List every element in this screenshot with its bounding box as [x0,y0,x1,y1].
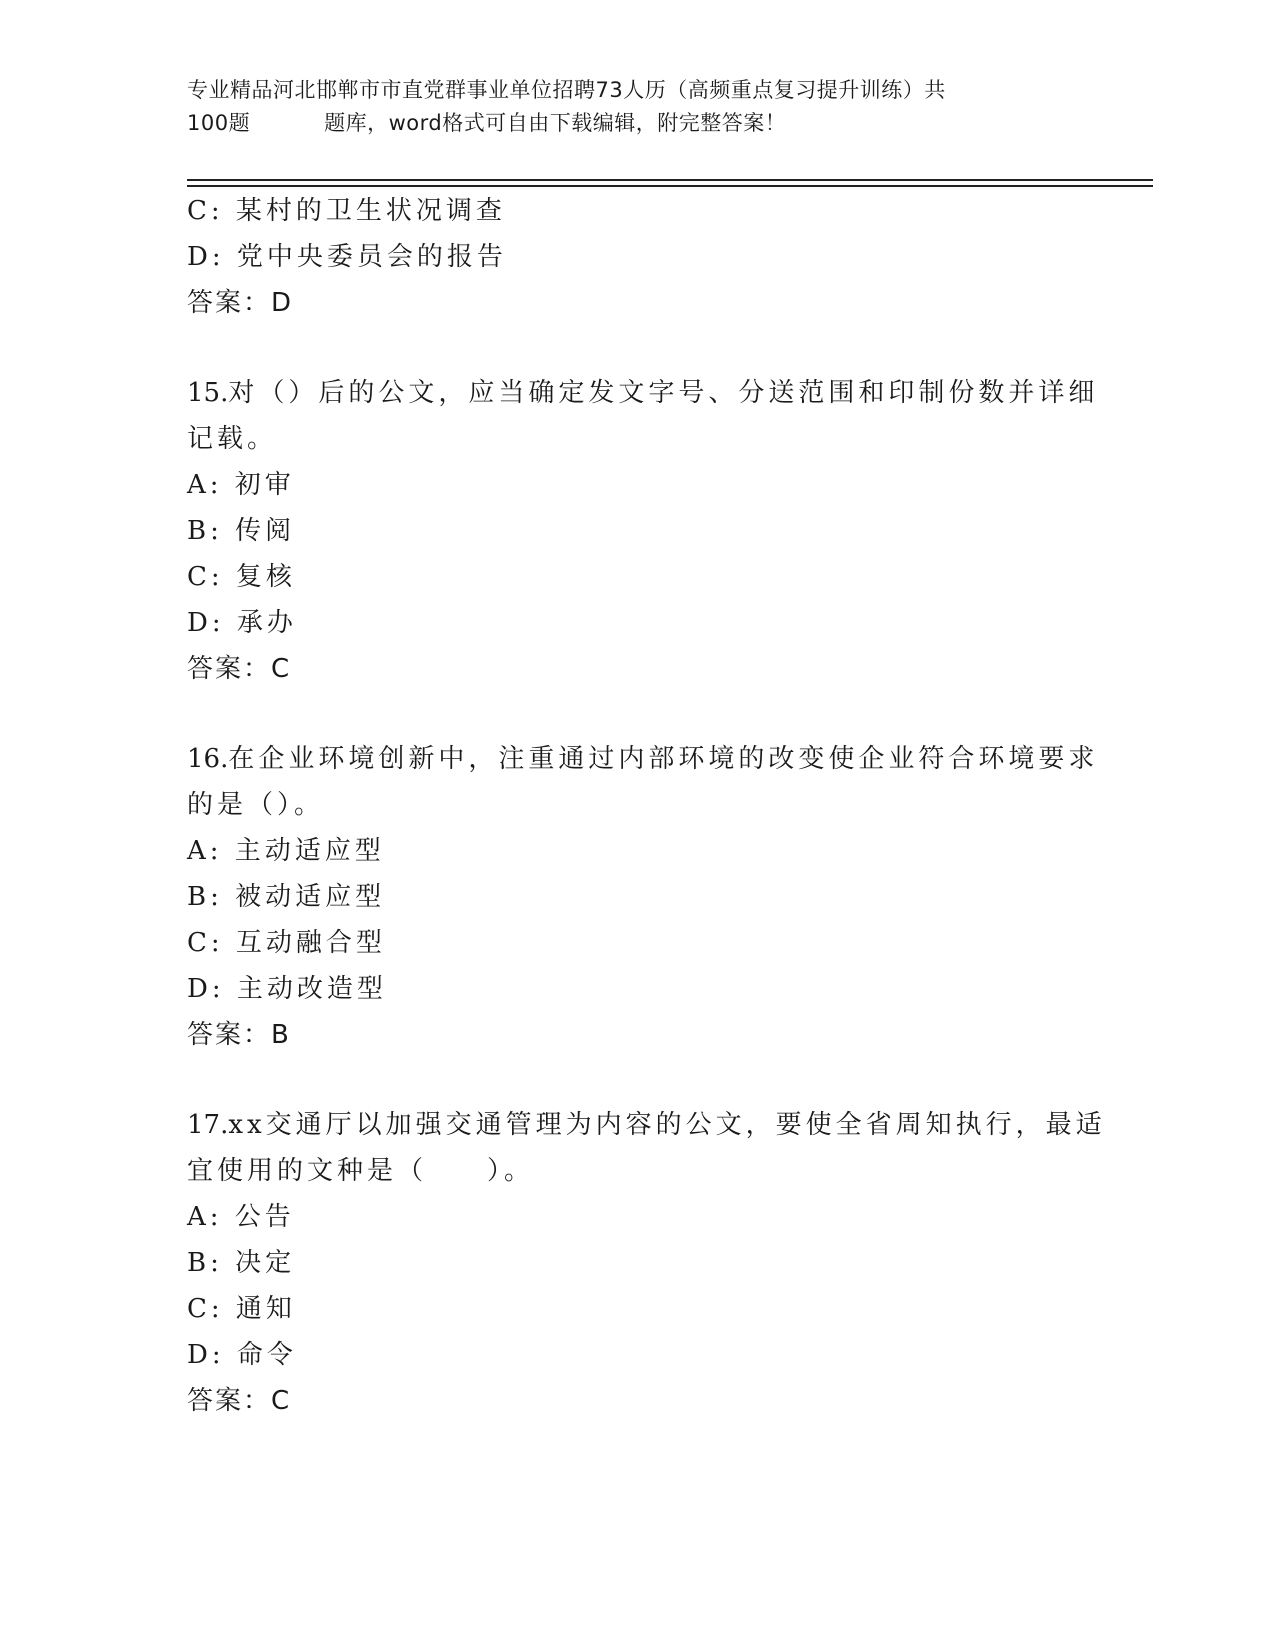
option-b: B: 传阅 [187,516,296,546]
option-c: C: 互动融合型 [187,928,386,958]
option-d: D: 命令 [187,1340,297,1370]
question-16 [187,736,1099,1058]
question-stem-text: 在企业环境创新中，注重通过内部环境的改变使企业符合环境要求 [228,744,1099,774]
question-stem-text: 对（）后的公文，应当确定发文字号、分送范围和印制份数并详细 [228,378,1099,408]
question-stem-continued: 记载。 [187,424,278,454]
option-d: D: 主动改造型 [187,974,387,1004]
stem-text-after-blank: ）。 [487,1156,535,1186]
option-c: C: 某村的卫生状况调查 [187,196,506,226]
question-number: 15. [187,378,229,408]
question-stem [187,1102,1106,1148]
option-c: C: 通知 [187,1294,296,1324]
option-c: C: 复核 [187,562,296,592]
option-a: A: 公告 [187,1202,295,1232]
answer-line: 答案：B [187,1020,291,1050]
answer-line: 答案：C [187,1386,292,1416]
header-title-line1: 专业精品河北邯郸市市直党群事业单位招聘73人历（高频重点复习提升训练）共 [187,78,946,102]
option-a: A: 初审 [187,470,295,500]
header-divider-bottom [187,185,1153,187]
question-number: 16. [187,744,229,774]
header-description: 题库，word格式可自由下载编辑，附完整答案！ [324,111,787,135]
question-17 [187,1102,1106,1424]
question-stem [187,736,1099,782]
question-number: 17. [187,1110,229,1140]
question-stem [187,370,1099,416]
option-b: B: 被动适应型 [187,882,386,912]
option-d: D: 承办 [187,608,297,638]
option-d: D: 党中央委员会的报告 [187,242,507,272]
option-b: B: 决定 [187,1248,296,1278]
answer-line: 答案：C [187,654,292,684]
question-14-continued [187,188,1087,326]
question-stem-continued: 的是（）。 [187,790,325,820]
question-stem-continued [187,1148,1087,1194]
question-list [187,188,1106,1424]
header-question-count: 100题 [187,111,251,135]
header-divider-top [187,179,1153,181]
document-header [187,74,1087,140]
header-title-line2 [187,107,1087,140]
question-15 [187,370,1099,692]
stem-text-before-blank: 宜使用的文种是（ [187,1156,428,1186]
answer-line: 答案：D [187,288,294,318]
option-a: A: 主动适应型 [187,836,385,866]
question-stem-text: xx交通厅以加强交通管理为内容的公文，要使全省周知执行，最适 [228,1110,1106,1140]
